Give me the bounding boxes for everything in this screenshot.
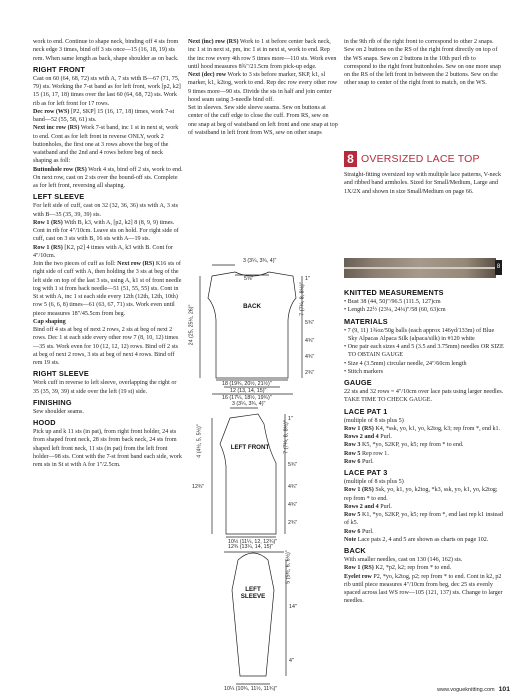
row-label: Row 1 (RS) [344, 425, 374, 432]
row-text: K1, *yo, S2KP, yo, k5; rep from *, end last rep k1 instead of k5. [344, 512, 503, 527]
row-label: Buttonhole row (RS) [33, 166, 87, 173]
label-back-right-5: 4¾" [305, 354, 315, 360]
column-3-instructions [344, 282, 504, 606]
column-3 [344, 38, 504, 88]
label-front-right-5: 4¾" [288, 502, 298, 508]
row-label: Dec row (WS) [33, 108, 70, 115]
paragraph: Set in sleeves. Sew side sleeve seams. Sew on buttons at center of the cuff edge to close the cuff. From RS, sew on one snap at beg of waistband on left front and one snap at top of waistband in left front from WS, sew on other snaps [188, 105, 338, 136]
label-back-bottom-3: 16 (17¼, 18½, 19¾)" [222, 395, 272, 401]
paragraph: Cast on 60 (64, 68, 72) sts with A, 7 sts with B—67 (71, 75, 79) sts. Working the 7-st band as for left front, work [p2, k2] 15 (16, 17, 18) times over the last 60 (64, 68, 72) sts. Work rib as for left front for 17 rows. [33, 75, 181, 107]
section-heading-gauge: GAUGE [344, 378, 372, 387]
paragraph [344, 536, 504, 544]
row-label: Rows 2 and 4 [344, 503, 379, 510]
section-heading-materials: MATERIALS [344, 316, 388, 326]
paragraph: Sew shoulder seams. [33, 408, 84, 415]
row-text: Lace pats 2, 4 and 5 are shown as charts on page 102. [356, 536, 489, 543]
label-back-bottom-1: 18 (19¾, 20½, 21½)" [222, 381, 272, 387]
row-text: Rep row 1. [360, 450, 389, 457]
section-heading-lace-pat-1: LACE PAT 1 [344, 406, 388, 416]
paragraph: Pick up and k 11 sts (in pat), from right front holder, 24 sts from shaped front neck, 28 sts from back neck, 24 sts from shaped left front neck, 11 sts (in pat) from the left front holder—98 sts. Cont with the 7-st front band each side, work rem sts in St st with A for 1"/2.5cm. [33, 429, 182, 468]
row-text: Work to 3 sts before marker, SKP, k1, sl marker, k1, k2tog, work to end. Rep dec row every other row 9 times more—90 sts. Divide the sts in half and join center hood seam using 3-needle bind off. [188, 72, 338, 103]
pattern-intro: Straight-fitting oversized top with multiple lace patterns, V-neck and ribbed band armholes. Sized for Small/Medium, Large and 1X/2X and shown in size Small/Medium on page 66. [344, 172, 502, 195]
bullet: • Size 4 (3.5mm) circular needle, 24"/60cm length [344, 360, 467, 367]
row-text: K5, *yo, S2KP, yo, k5; rep from * to end. [360, 442, 464, 449]
paragraph [344, 486, 504, 503]
label-front-top: 3 (3¼, 3¾, 4)" [232, 401, 266, 407]
paragraph [344, 573, 504, 606]
row-text: Ssk, yo, k1, yo, k2tog, *k3, ssk, yo, k1, yo, k2tog; rep from * to end. [344, 487, 498, 502]
paragraph: Cont in rib for 4"/10cm. Leave sts on hold. For right side of cuff, cast on 3 sts with B, 16 sts with A—19 sts. [33, 228, 179, 243]
row-text: [P2, SKP] 15 (16, 17, 18) times, work 7-st band—52 (55, 58, 61) sts. [33, 108, 175, 123]
row-text: With B, k3, with A, [p2, k2] 8 (8, 9, 9) times. [62, 219, 175, 226]
pattern-title: OVERSIZED LACE TOP [361, 153, 480, 165]
paragraph [188, 71, 338, 104]
paragraph [344, 528, 504, 536]
paragraph: With smaller needles, cast on 130 (146, 162) sts. [344, 557, 463, 563]
row-text: Work 7-st band, inc 1 st in next st, work to end. Cont as for left front in reverse ONLY, work 2 buttonholes, the first one at 3 rows above the beg of the waistband and the 2nd and 4 rows before beg of neck shaping as foll: [33, 125, 179, 165]
paragraph: (multiple of 8 sts plus 5) [344, 479, 404, 485]
label-back-bottom-2: 12 (13, 14, 15)" [230, 388, 267, 394]
label-back-right-3: 5¾" [305, 320, 315, 326]
row-label: Eyelet row [344, 573, 372, 580]
pattern-header [344, 150, 504, 168]
row-text: [K2, p2] 4 times with A, k3 with B. Cont for 4"/10cm. [33, 244, 173, 259]
label-front-left-2: 12¾" [192, 484, 205, 490]
paragraph: 22 sts and 32 rows = 4"/10cm over lace pats using larger needles. [344, 389, 504, 395]
paragraph [33, 244, 183, 261]
paragraph [344, 564, 504, 572]
column-1 [33, 38, 183, 469]
pattern-number-badge: 8 [344, 151, 357, 167]
paragraph [344, 458, 504, 466]
section-heading-knitted-measurements: KNITTED MEASUREMENTS [344, 288, 444, 297]
label-front-right-4: 4¾" [288, 484, 298, 490]
label-front-right-6: 2¾" [288, 520, 298, 526]
row-label: Note [344, 536, 357, 543]
footer-site: www.vogueknitting.com [437, 687, 495, 693]
label-back-right-1: 1" [305, 276, 310, 282]
row-label: Row 6 [344, 458, 361, 465]
label-back-top: 3 (3¼, 3¾, 4)" [243, 258, 277, 264]
paragraph: in the 9th rib of the right front to correspond to other 2 snaps. Sew on 2 buttons on the RS of the right front directly on top of the WS snaps. Sew on 2 buttons in the 10th purl rib to correspond to the right front buttonholes. Sew on one more snap on the RS of the left front in between the 2 buttons. Sew on the other snap to center of the right front to match, on the WS. [344, 39, 501, 87]
row-text: K16 sts of right side of cuff with A, then holding the 3 sts at beg of the left side on top of the last 3 sts, using A, k1 st of front needle tog with 1 st from back needle—51 (51, 55, 55) sts. Cont in St st with A, inc 1 st each side every 12th (12th, 12th, 10th) row 5 (6, 6, 8) times—61 (63, 67, 71) sts. Work even until piece measures 18"/45.5cm from beg. [33, 261, 182, 317]
front-outline [220, 414, 276, 534]
row-text: Work 4 sts, bind off 2 sts, work to end. On next row, cast on 2 sts over the bound-off sts. Complete as for left front, reversing all shaping. [33, 166, 183, 189]
row-text: Purl. [378, 503, 392, 510]
schematic-diagrams [190, 258, 340, 698]
row-label: Row 6 [344, 528, 361, 535]
row-label: Row 1 (RS) [33, 244, 63, 251]
subheading-cap-shaping [33, 318, 183, 326]
row-label: Row 1 (RS) [344, 565, 374, 572]
label-sleeve-right-3: 4" [289, 658, 294, 664]
label-sleeve-top: 12¾ (13¼, 14, 15)" [228, 544, 274, 550]
row-label: Next inc row (RS) [33, 125, 80, 132]
swatch-tab: 8 [495, 260, 502, 275]
paragraph [344, 425, 504, 433]
yarn-swatch-image [344, 258, 501, 278]
bullet: • Bust 38 (44, 50)"/96.5 (111.5, 127)cm [344, 299, 441, 305]
row-text: Join the two pieces of cuff as foll: [33, 261, 118, 267]
row-label: Next (inc) row (RS) [188, 39, 239, 45]
label-left-front: LEFT FRONT [230, 444, 270, 451]
bullet: • Stitch markers [344, 368, 384, 375]
paragraph: Bind off 4 sts at beg of next 2 rows, 2 sts at beg of next 2 rows. Dec 1 st each side every other row 7 (8, 10, 12) times—35 sts. Work even for 10 (12, 12, 12) rows. Bind off 2 sts at beg of next 2 rows, 3 sts at beg of next 4 rows. Bind off rem 19 sts. [33, 327, 179, 366]
row-text: P2, *yo, k2tog, p2; rep from * to end. Cont in k2, p2 rib until piece measures 4"/10cm from beg, dec 25 sts evenly spaced across last WS row—105 (121, 137) sts. Change to larger needles. [344, 573, 503, 605]
section-heading-right-sleeve: RIGHT SLEEVE [33, 369, 89, 379]
section-heading-right-front: RIGHT FRONT [33, 64, 86, 74]
sleeve-outline [232, 553, 274, 676]
paragraph [344, 450, 504, 458]
label-front-right-2: 7 (7¼, 8, 8½)" [283, 420, 290, 454]
row-label: Rows 2 and 4 [344, 434, 379, 440]
page-number: 101 [498, 686, 510, 693]
label-sleeve-bottom: 10¼ (10¾, 11½, 11¾)" [224, 686, 278, 692]
row-label: Row 1 (RS) [344, 487, 374, 494]
subheading-text: Cap shaping [33, 318, 66, 325]
paragraph [344, 503, 504, 511]
row-label: Row 1 (RS) [33, 219, 63, 226]
label-back-right-6: 2¾" [305, 370, 315, 376]
page-footer [360, 686, 510, 693]
paragraph [344, 511, 504, 528]
label-left-sleeve: LEFT SLEEVE [240, 586, 266, 600]
paragraph [188, 38, 338, 71]
row-text: Purl. [360, 458, 374, 465]
row-text: K2, *p2, k2; rep from * to end. [373, 565, 452, 572]
schematic-drawing [190, 258, 340, 698]
paragraph [33, 166, 183, 191]
paragraph: work to end. Continue to shape neck, binding off 4 sts from neck edge 3 times, bind off 3 sts once—15 (16, 18, 19) sts rem. When same length as back, shape shoulder as on back. [33, 39, 179, 62]
bullet: • One pair each sizes 4 and 5 (3.5 and 3.75mm) needles OR SIZE TO OBTAIN GAUGE [344, 344, 504, 359]
paragraph: For left side of cuff, cast on 32 (32, 36, 36) sts with A, 3 sts with B—35 (35, 39, 39) sts. [33, 203, 178, 218]
column-2 [188, 38, 338, 137]
label-front-right-3: 5¾" [288, 462, 298, 468]
swatch-stripe [344, 267, 496, 269]
label-front-right-1: 1" [288, 416, 293, 422]
paragraph: Work cuff in reverse to left sleeve, overlapping the right or 35 (35, 39, 39) st side over the left (19 st) side. [33, 380, 177, 395]
label-back-left: 24 (25, 25½, 26)" [188, 304, 195, 346]
paragraph: TAKE TIME TO CHECK GAUGE. [344, 397, 433, 404]
section-heading-finishing: FINISHING [33, 397, 72, 407]
section-heading-lace-pat-3: LACE PAT 3 [344, 468, 388, 477]
label-front-left-1: 4 (4½, 5, 5½)" [196, 424, 203, 458]
label-front-bottom: 10½ (11¼, 12, 12¾)" [228, 539, 278, 545]
section-heading-hood: HOOD [33, 418, 56, 427]
row-label: Next (dec) row [188, 72, 227, 78]
row-label: Row 5 [344, 450, 361, 457]
label-sleeve-right-2: 14" [289, 604, 297, 610]
label-sleeve-right-1: 5 (5½, 6, 6½)" [285, 550, 292, 584]
row-label: Next row (RS) [117, 261, 155, 267]
paragraph [33, 260, 183, 318]
label-back-right-4: 4¾" [305, 338, 315, 344]
row-text: Purl. [360, 528, 374, 535]
bullet: • Length 22½ (23¼, 24¼)"/58 (60, 63)cm [344, 307, 446, 314]
paragraph [33, 108, 183, 125]
back-outline [208, 272, 296, 378]
label-back-right-2: 7 (7¼, 8, 8½)" [299, 282, 306, 316]
paragraph [344, 433, 504, 441]
paragraph [344, 441, 504, 449]
row-text: Work to 1 st before center back neck, inc 1 st in next st, pm, inc 1 st in next st, work to end. Rep the inc row every 4th row 5 times more—110 sts. Work even until hood measures 8¾"/21.5cm from pick-up edge. [188, 39, 337, 70]
paragraph [33, 219, 183, 227]
row-label: Row 5 [344, 512, 361, 518]
label-back-neck: 5⅝" [244, 276, 254, 282]
section-heading-left-sleeve: LEFT SLEEVE [33, 192, 85, 202]
bullet: • 7 (9, 11) 1¾oz/50g balls (each approx 146yd/133m) of Blue Sky Alpacas Alpaca Silk (alpaca/silk) in #120 white [344, 327, 495, 342]
paragraph: (multiple of 8 sts plus 5) [344, 417, 404, 424]
row-label: Row 3 [344, 442, 361, 449]
row-text: K4, *ssk, yo, k1, yo, k2tog, k3; rep from *, end k1. [373, 425, 501, 432]
section-heading-back: BACK [344, 546, 366, 555]
row-text: Purl. [378, 434, 392, 440]
paragraph [33, 124, 183, 165]
label-back: BACK [243, 303, 261, 310]
